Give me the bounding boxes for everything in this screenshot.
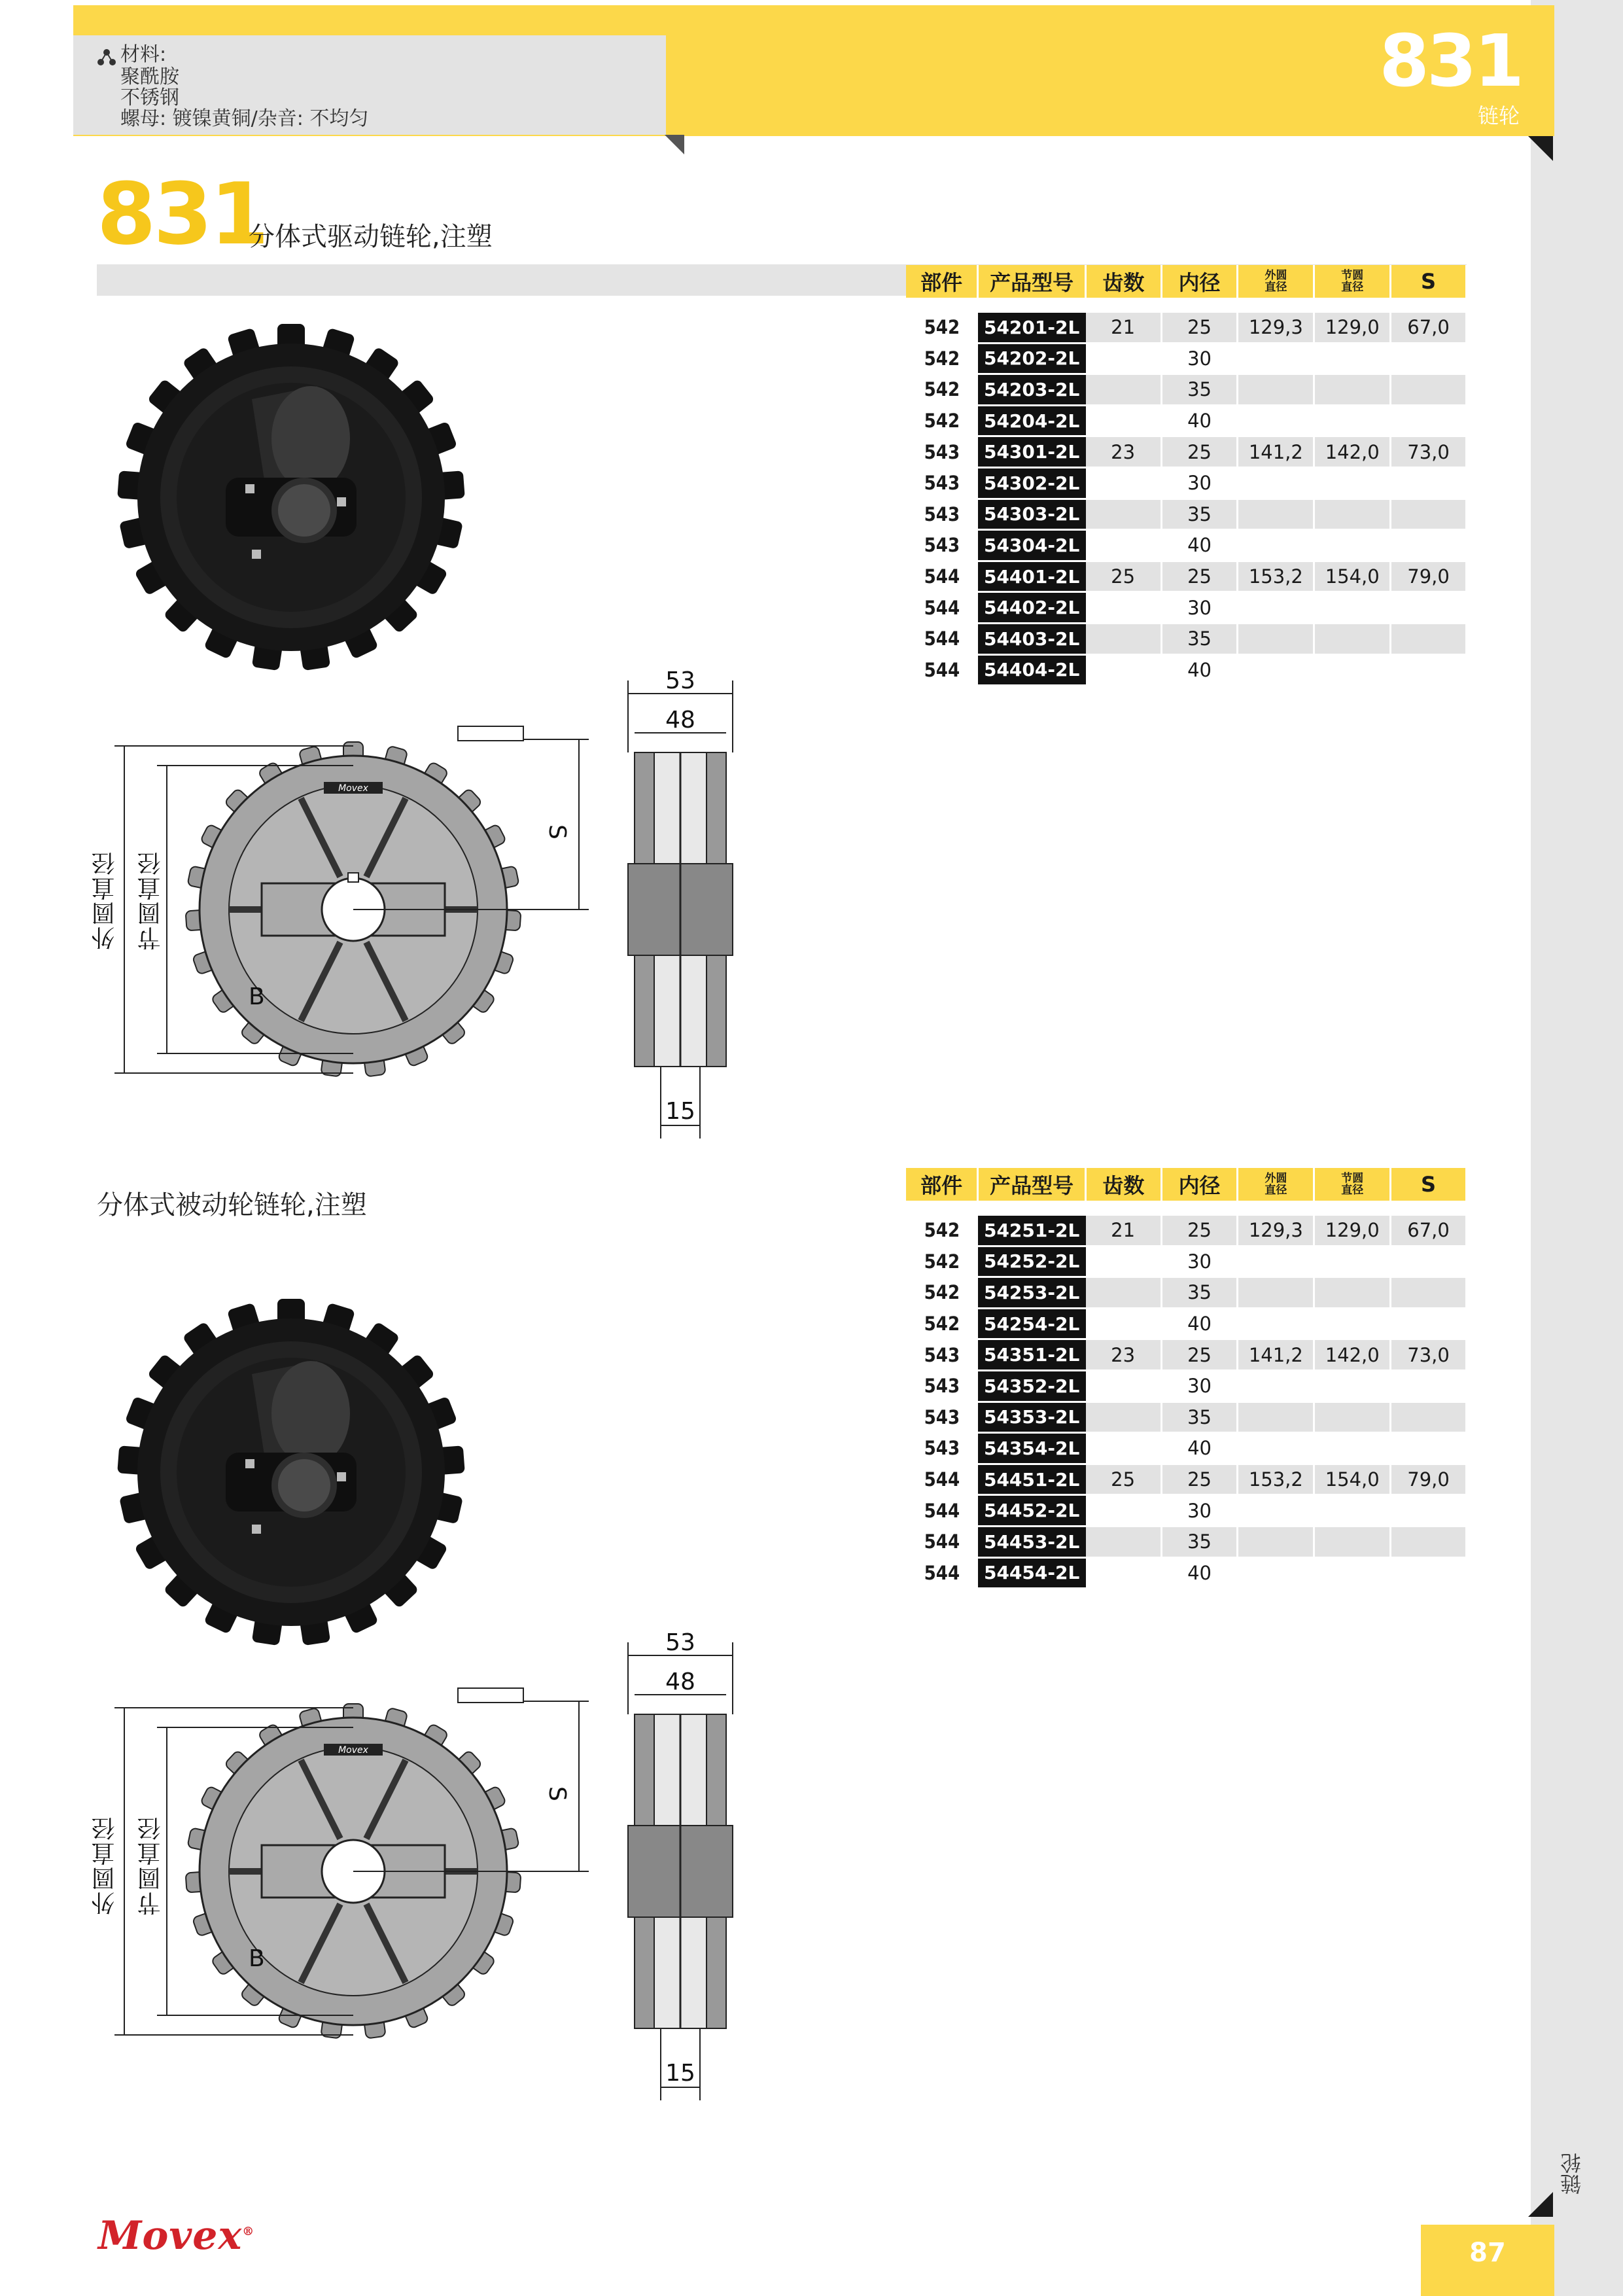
col-outer-dia-label: 外圆直径	[1265, 269, 1287, 294]
cell-od	[1238, 1246, 1314, 1277]
cell-od	[1238, 1495, 1314, 1527]
col-teeth: 齿数	[1086, 265, 1162, 298]
cell-bore: 40	[1161, 1308, 1238, 1339]
cell-part: 543	[906, 1339, 978, 1371]
cell-model: 54351-2L	[978, 1339, 1086, 1371]
cell-pd	[1314, 1308, 1391, 1339]
cell-teeth	[1086, 1246, 1162, 1277]
material-title: 材料:	[120, 43, 167, 66]
cell-s	[1391, 1246, 1467, 1277]
cell-od	[1238, 1433, 1314, 1464]
material-line: 聚酰胺	[120, 65, 179, 88]
cell-teeth: 21	[1086, 1215, 1162, 1246]
cell-bore: 25	[1161, 561, 1238, 592]
cell-bore: 25	[1161, 1339, 1238, 1371]
table-row	[906, 499, 1467, 530]
table-row	[906, 374, 1467, 406]
cell-pd: 154,0	[1314, 1464, 1391, 1495]
cell-teeth	[1086, 1495, 1162, 1527]
cell-bore: 30	[1161, 467, 1238, 499]
header-category: 链轮	[1477, 103, 1520, 128]
cell-s	[1391, 499, 1467, 530]
table-row	[906, 530, 1467, 561]
material-line: 螺母: 镀镍黄铜/杂音: 不均匀	[120, 107, 369, 130]
cell-s	[1391, 1402, 1467, 1433]
cell-part: 544	[906, 1464, 978, 1495]
dim-width-inner: 48	[665, 707, 695, 733]
table-row	[906, 1557, 1467, 1589]
col-teeth: 齿数	[1086, 1168, 1162, 1201]
cell-model: 54401-2L	[978, 561, 1086, 592]
col-bore: 内径	[1161, 265, 1238, 298]
drawing-logo: Movex	[338, 783, 368, 794]
cell-part: 544	[906, 1495, 978, 1527]
cell-part: 544	[906, 1526, 978, 1557]
cell-od	[1238, 654, 1314, 686]
dim-b: B	[249, 983, 265, 1010]
cell-bore: 35	[1161, 1402, 1238, 1433]
cell-od: 153,2	[1238, 561, 1314, 592]
outer-diameter-label: 外圆直径	[92, 1816, 118, 1915]
cell-model: 54304-2L	[978, 530, 1086, 561]
cell-bore: 35	[1161, 1526, 1238, 1557]
cell-od	[1238, 1526, 1314, 1557]
cell-part: 543	[906, 1402, 978, 1433]
cell-bore: 35	[1161, 374, 1238, 406]
cell-od: 141,2	[1238, 436, 1314, 468]
page-number: 87	[1469, 2238, 1506, 2268]
cell-pd	[1314, 1433, 1391, 1464]
cell-s	[1391, 374, 1467, 406]
cell-part: 542	[906, 1277, 978, 1309]
cell-teeth	[1086, 623, 1162, 654]
section-subtitle: 分体式被动轮链轮,注塑	[97, 1190, 367, 1220]
registered-mark: ®	[242, 2225, 255, 2238]
cell-pd	[1314, 1246, 1391, 1277]
cell-od: 129,3	[1238, 1215, 1314, 1246]
cell-s: 73,0	[1391, 436, 1467, 468]
cell-model: 54254-2L	[978, 1308, 1086, 1339]
cell-model: 54251-2L	[978, 1215, 1086, 1246]
cell-model: 54404-2L	[978, 654, 1086, 686]
dim-s: S	[544, 824, 570, 839]
cell-s: 67,0	[1391, 312, 1467, 344]
drive-sprocket-table	[906, 265, 1467, 686]
cell-od	[1238, 499, 1314, 530]
cell-model: 54202-2L	[978, 343, 1086, 374]
cell-part: 543	[906, 436, 978, 468]
table-row	[906, 1246, 1467, 1277]
cell-model: 54451-2L	[978, 1464, 1086, 1495]
cell-teeth	[1086, 592, 1162, 624]
cell-bore: 30	[1161, 1246, 1238, 1277]
table-row	[906, 1526, 1467, 1557]
dim-s: S	[544, 1786, 570, 1801]
drive-table-body	[906, 298, 1467, 686]
cell-s	[1391, 1433, 1467, 1464]
table-row	[906, 312, 1467, 344]
cell-pd	[1314, 499, 1391, 530]
cell-s	[1391, 1526, 1467, 1557]
technical-drawing	[92, 661, 778, 1139]
table-row	[906, 1277, 1467, 1309]
col-pitch-dia-label: 节圆直径	[1341, 1172, 1364, 1197]
col-bore: 内径	[1161, 1168, 1238, 1201]
cell-model: 54454-2L	[978, 1557, 1086, 1589]
cell-bore: 30	[1161, 1495, 1238, 1527]
cell-s: 79,0	[1391, 561, 1467, 592]
sprocket-photo	[105, 308, 471, 687]
table-row	[906, 592, 1467, 624]
cell-teeth	[1086, 654, 1162, 686]
cell-part: 542	[906, 343, 978, 374]
cell-part: 544	[906, 654, 978, 686]
table-row	[906, 1495, 1467, 1527]
table-row	[906, 1339, 1467, 1371]
cell-model: 54352-2L	[978, 1370, 1086, 1402]
cell-part: 544	[906, 623, 978, 654]
cell-s	[1391, 1277, 1467, 1309]
cell-od	[1238, 1308, 1314, 1339]
cell-s	[1391, 405, 1467, 436]
cell-s	[1391, 530, 1467, 561]
side-category-label: 链轮	[1560, 2153, 1584, 2195]
col-model: 产品型号	[978, 265, 1086, 298]
cell-model: 54403-2L	[978, 623, 1086, 654]
col-outer-dia-label: 外圆直径	[1265, 1172, 1287, 1197]
col-pitch-dia-label: 节圆直径	[1341, 269, 1364, 294]
cell-teeth	[1086, 499, 1162, 530]
table-row	[906, 405, 1467, 436]
table-row	[906, 343, 1467, 374]
cell-teeth: 23	[1086, 1339, 1162, 1371]
corner-notch	[665, 135, 684, 154]
cell-od	[1238, 374, 1314, 406]
cell-bore: 25	[1161, 1215, 1238, 1246]
cell-model: 54203-2L	[978, 374, 1086, 406]
col-pitch-dia	[1314, 265, 1391, 298]
cell-od	[1238, 405, 1314, 436]
cell-pd	[1314, 1402, 1391, 1433]
cell-part: 542	[906, 405, 978, 436]
cell-s	[1391, 467, 1467, 499]
table-row	[906, 654, 1467, 686]
table-spacer	[906, 1201, 1467, 1215]
col-outer-dia	[1238, 1168, 1314, 1201]
cell-part: 543	[906, 530, 978, 561]
cell-bore: 35	[1161, 623, 1238, 654]
pitch-diameter-label: 节圆直径	[137, 851, 164, 950]
cell-part: 542	[906, 312, 978, 344]
cell-od: 141,2	[1238, 1339, 1314, 1371]
cell-pd: 154,0	[1314, 561, 1391, 592]
cell-s	[1391, 343, 1467, 374]
header-notch	[1528, 136, 1553, 161]
table-row	[906, 1370, 1467, 1402]
idler-sprocket-table	[906, 1168, 1467, 1589]
cell-pd	[1314, 530, 1391, 561]
cell-teeth	[1086, 1557, 1162, 1589]
col-pitch-dia	[1314, 1168, 1391, 1201]
cell-bore: 25	[1161, 436, 1238, 468]
dim-width-total: 53	[665, 667, 695, 694]
col-s: S	[1391, 265, 1467, 298]
molecule-icon	[97, 47, 116, 67]
cell-model: 54252-2L	[978, 1246, 1086, 1277]
table-row	[906, 436, 1467, 468]
table-row	[906, 1433, 1467, 1464]
cell-bore: 40	[1161, 654, 1238, 686]
cell-bore: 40	[1161, 530, 1238, 561]
brand-name: Movex	[98, 2213, 243, 2259]
cell-pd	[1314, 623, 1391, 654]
header-product-number: 831	[1379, 19, 1522, 103]
cell-s	[1391, 623, 1467, 654]
cell-bore: 25	[1161, 312, 1238, 344]
dim-hub-width: 15	[665, 1098, 695, 1125]
cell-teeth	[1086, 530, 1162, 561]
cell-part: 544	[906, 1557, 978, 1589]
cell-bore: 35	[1161, 1277, 1238, 1309]
cell-od: 129,3	[1238, 312, 1314, 344]
cell-model: 54302-2L	[978, 467, 1086, 499]
cell-model: 54402-2L	[978, 592, 1086, 624]
cell-part: 543	[906, 1370, 978, 1402]
cell-teeth: 21	[1086, 312, 1162, 344]
cell-teeth	[1086, 374, 1162, 406]
cell-s	[1391, 1557, 1467, 1589]
cell-s: 67,0	[1391, 1215, 1467, 1246]
cell-od	[1238, 1370, 1314, 1402]
cell-bore: 40	[1161, 405, 1238, 436]
cell-teeth: 25	[1086, 561, 1162, 592]
cell-teeth	[1086, 1402, 1162, 1433]
dim-b: B	[249, 1945, 265, 1972]
cell-part: 543	[906, 499, 978, 530]
cell-teeth	[1086, 405, 1162, 436]
cell-od	[1238, 467, 1314, 499]
dim-width-total: 53	[665, 1629, 695, 1656]
cell-s	[1391, 654, 1467, 686]
cell-od	[1238, 530, 1314, 561]
cell-teeth: 23	[1086, 436, 1162, 468]
cell-model: 54303-2L	[978, 499, 1086, 530]
footer-notch	[1528, 2192, 1553, 2217]
cell-od	[1238, 592, 1314, 624]
cell-teeth	[1086, 1277, 1162, 1309]
cell-part: 542	[906, 1246, 978, 1277]
cell-model: 54453-2L	[978, 1526, 1086, 1557]
col-outer-dia	[1238, 265, 1314, 298]
cell-bore: 35	[1161, 499, 1238, 530]
drawing-logo: Movex	[338, 1745, 368, 1756]
cell-model: 54301-2L	[978, 436, 1086, 468]
cell-od	[1238, 623, 1314, 654]
cell-s: 73,0	[1391, 1339, 1467, 1371]
cell-pd	[1314, 1495, 1391, 1527]
cell-model: 54452-2L	[978, 1495, 1086, 1527]
cell-pd: 129,0	[1314, 1215, 1391, 1246]
table-spacer	[906, 298, 1467, 312]
cell-od	[1238, 1277, 1314, 1309]
cell-bore: 30	[1161, 592, 1238, 624]
cell-teeth	[1086, 1308, 1162, 1339]
cell-pd	[1314, 654, 1391, 686]
cell-od	[1238, 1557, 1314, 1589]
cell-pd: 142,0	[1314, 436, 1391, 468]
table-row	[906, 1464, 1467, 1495]
cell-model: 54253-2L	[978, 1277, 1086, 1309]
idler-table-body	[906, 1201, 1467, 1589]
cell-bore: 30	[1161, 343, 1238, 374]
brand-logo	[98, 2213, 254, 2259]
cell-s	[1391, 592, 1467, 624]
cell-pd: 142,0	[1314, 1339, 1391, 1371]
cell-teeth	[1086, 343, 1162, 374]
cell-teeth	[1086, 1433, 1162, 1464]
cell-bore: 30	[1161, 1370, 1238, 1402]
section-number: 831	[97, 164, 267, 264]
cell-s	[1391, 1308, 1467, 1339]
cell-part: 544	[906, 561, 978, 592]
cell-teeth	[1086, 1370, 1162, 1402]
cell-pd	[1314, 343, 1391, 374]
cell-od	[1238, 343, 1314, 374]
dim-hub-width: 15	[665, 2060, 695, 2087]
cell-part: 542	[906, 1215, 978, 1246]
cell-s: 79,0	[1391, 1464, 1467, 1495]
material-box	[73, 35, 666, 135]
col-s: S	[1391, 1168, 1467, 1201]
cell-part: 542	[906, 374, 978, 406]
dim-width-inner: 48	[665, 1669, 695, 1695]
cell-s	[1391, 1495, 1467, 1527]
cell-model: 54201-2L	[978, 312, 1086, 344]
cell-part: 543	[906, 1433, 978, 1464]
cell-part: 543	[906, 467, 978, 499]
cell-od: 153,2	[1238, 1464, 1314, 1495]
cell-teeth	[1086, 467, 1162, 499]
cell-pd	[1314, 1277, 1391, 1309]
cell-part: 544	[906, 592, 978, 624]
cell-pd	[1314, 1557, 1391, 1589]
col-part: 部件	[906, 265, 978, 298]
cell-bore: 25	[1161, 1464, 1238, 1495]
outer-diameter-label: 外圆直径	[92, 851, 118, 950]
cell-model: 54353-2L	[978, 1402, 1086, 1433]
cell-model: 54204-2L	[978, 405, 1086, 436]
cell-bore: 40	[1161, 1557, 1238, 1589]
table-row	[906, 1402, 1467, 1433]
table-row	[906, 1215, 1467, 1246]
cell-pd: 129,0	[1314, 312, 1391, 344]
table-row	[906, 623, 1467, 654]
material-line: 不锈钢	[120, 86, 179, 109]
cell-pd	[1314, 1370, 1391, 1402]
cell-teeth: 25	[1086, 1464, 1162, 1495]
cell-model: 54354-2L	[978, 1433, 1086, 1464]
cell-pd	[1314, 1526, 1391, 1557]
cell-pd	[1314, 592, 1391, 624]
cell-pd	[1314, 405, 1391, 436]
table-row	[906, 561, 1467, 592]
cell-s	[1391, 1370, 1467, 1402]
sprocket-photo	[105, 1282, 471, 1662]
cell-part: 542	[906, 1308, 978, 1339]
side-strip	[1531, 0, 1623, 2296]
cell-pd	[1314, 374, 1391, 406]
table-row	[906, 1308, 1467, 1339]
pitch-diameter-label: 节圆直径	[137, 1816, 164, 1915]
table-row	[906, 467, 1467, 499]
cell-teeth	[1086, 1526, 1162, 1557]
col-part: 部件	[906, 1168, 978, 1201]
section-title: 分体式驱动链轮,注塑	[249, 222, 493, 252]
col-model: 产品型号	[978, 1168, 1086, 1201]
technical-drawing	[92, 1623, 778, 2100]
cell-pd	[1314, 467, 1391, 499]
cell-od	[1238, 1402, 1314, 1433]
cell-bore: 40	[1161, 1433, 1238, 1464]
